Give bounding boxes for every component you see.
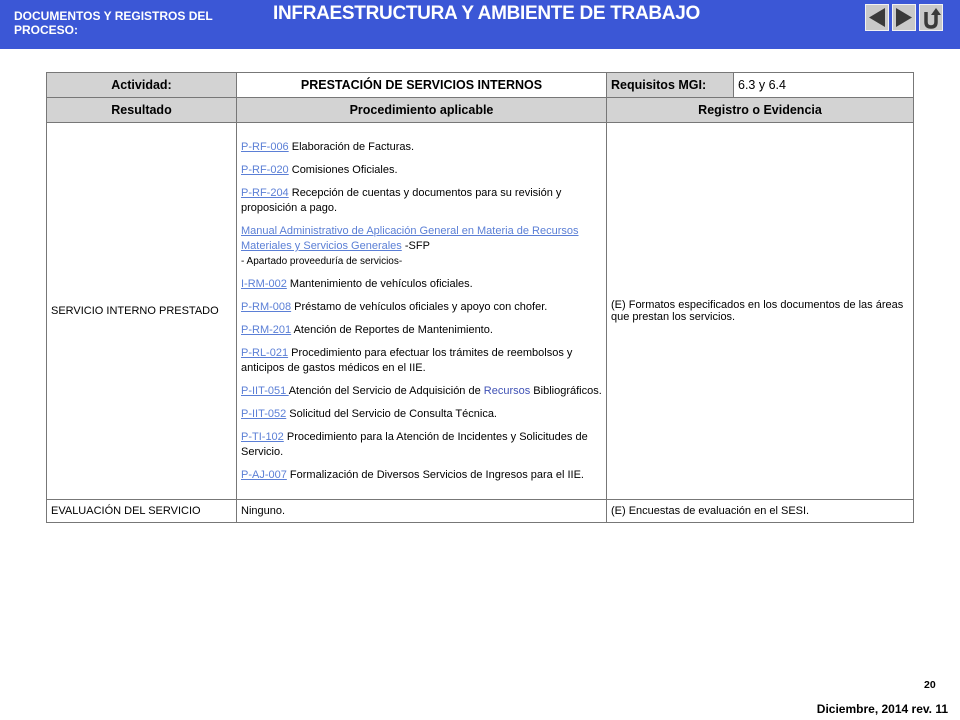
column-header-registro: Registro o Evidencia <box>607 98 914 123</box>
procedure-link[interactable]: P-TI-102 <box>241 431 284 443</box>
documents-table <box>46 72 914 523</box>
requisitos-value: 6.3 y 6.4 <box>734 73 914 98</box>
column-header-resultado: Resultado <box>47 98 237 123</box>
procedure-link[interactable]: P-RL-021 <box>241 347 289 359</box>
resultado-cell: EVALUACIÓN DEL SERVICIO <box>47 500 237 523</box>
return-button[interactable] <box>919 4 943 31</box>
procedure-item: P-RM-201 Atención de Reportes de Mantenimiento. <box>241 324 493 336</box>
procedure-item: P-RF-006 Elaboración de Facturas. <box>241 141 415 153</box>
procedure-item: P-RF-020 Comisiones Oficiales. <box>241 164 398 176</box>
procedure-link[interactable]: P-AJ-007 <box>241 469 287 481</box>
page-number: 20 <box>924 679 936 691</box>
procedure-item: P-AJ-007 Formalización de Diversos Servicios de Ingresos para el IIE. <box>241 469 584 481</box>
header-bar <box>0 0 960 49</box>
procedure-link[interactable]: Manual Administrativo de Aplicación General en Materia de Recursos Materiales y Servicios Generales <box>241 225 579 252</box>
next-button[interactable] <box>892 4 916 31</box>
procedure-item: P-IIT-052 Solicitud del Servicio de Consulta Técnica. <box>241 408 497 420</box>
procedures-cell <box>237 123 607 500</box>
procedure-link[interactable]: P-IIT-051 <box>241 385 289 397</box>
previous-arrow-icon <box>866 5 888 30</box>
previous-button[interactable] <box>865 4 889 31</box>
table-row <box>47 123 914 500</box>
revision-date: Diciembre, 2014 rev. 11 <box>816 702 948 716</box>
procedure-item: Manual Administrativo de Aplicación General en Materia de Recursos Materiales y Servicios Generales -SFP - Apartado proveeduría de servicios- <box>241 225 579 267</box>
process-label: DOCUMENTOS Y REGISTROS DEL PROCESO: <box>14 9 213 37</box>
procedure-item: P-IIT-051 Atención del Servicio de Adquisición de Recursos Bibliográficos. <box>241 385 602 397</box>
column-header-procedimiento: Procedimiento aplicable <box>237 98 607 123</box>
return-arrow-icon <box>920 5 942 30</box>
resultado-cell: SERVICIO INTERNO PRESTADO <box>47 123 237 500</box>
procedimiento-cell: Ninguno. <box>237 500 607 523</box>
table-row <box>47 500 914 523</box>
actividad-label: Actividad: <box>47 73 237 98</box>
procedure-item: P-RM-008 Préstamo de vehículos oficiales y apoyo con chofer. <box>241 301 548 313</box>
requisitos-label: Requisitos MGI: <box>607 73 734 98</box>
procedure-item: P-RL-021 Procedimiento para efectuar los trámites de reembolsos y anticipos de gastos médicos en el IIE. <box>241 347 573 374</box>
procedure-link[interactable]: I-RM-002 <box>241 278 287 290</box>
registro-cell: (E) Formatos especificados en los documentos de las áreas que prestan los servicios. <box>607 123 914 500</box>
next-arrow-icon <box>893 5 915 30</box>
actividad-value: PRESTACIÓN DE SERVICIOS INTERNOS <box>237 73 607 98</box>
page-title: INFRAESTRUCTURA Y AMBIENTE DE TRABAJO <box>273 3 700 24</box>
procedure-subtext: - Apartado proveeduría de servicios- <box>241 256 403 267</box>
procedure-link[interactable]: P-RF-006 <box>241 141 289 153</box>
procedure-link[interactable]: P-RF-020 <box>241 164 289 176</box>
registro-cell: (E) Encuestas de evaluación en el SESI. <box>607 500 914 523</box>
procedure-link[interactable]: P-RF-204 <box>241 187 289 199</box>
procedure-item: I-RM-002 Mantenimiento de vehículos oficiales. <box>241 278 473 290</box>
procedure-link[interactable]: P-IIT-052 <box>241 408 287 420</box>
procedure-item: P-TI-102 Procedimiento para la Atención de Incidentes y Solicitudes de Servicio. <box>241 431 588 458</box>
procedure-item: P-RF-204 Recepción de cuentas y documentos para su revisión y proposición a pago. <box>241 187 562 214</box>
procedure-link[interactable]: P-RM-201 <box>241 324 292 336</box>
procedure-link[interactable]: P-RM-008 <box>241 301 292 313</box>
